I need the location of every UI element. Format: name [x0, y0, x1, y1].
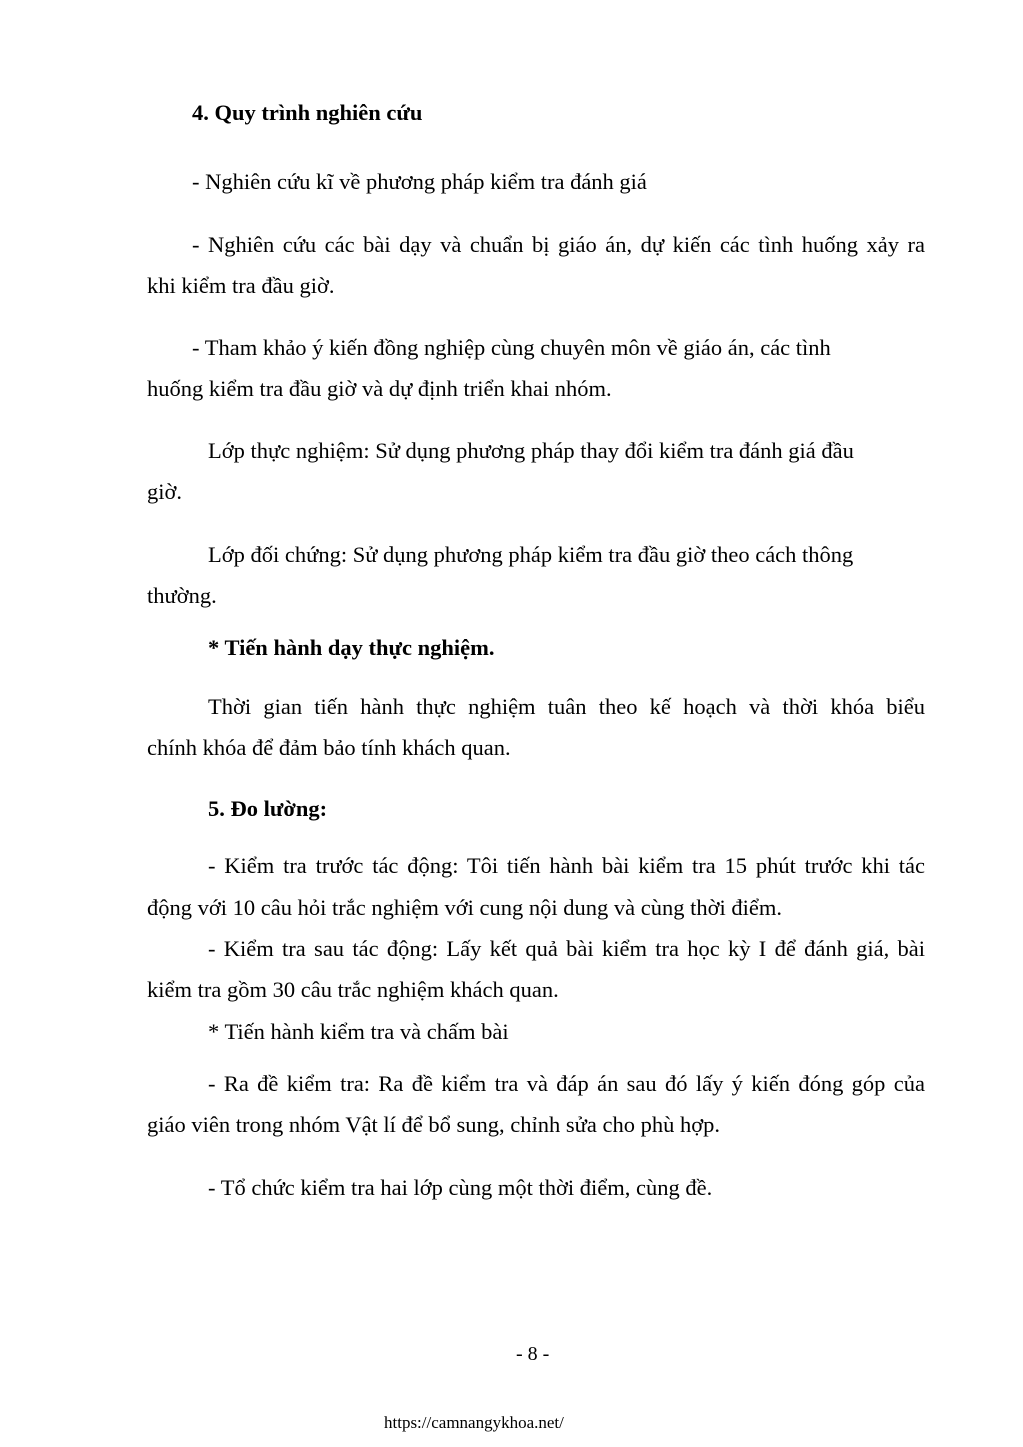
paragraph-10-line-2: giáo viên trong nhóm Vật lí để bổ sung, chỉnh sửa cho phù hợp.	[147, 1112, 720, 1137]
paragraph-5-line-2: thường.	[147, 583, 217, 608]
subheading-teaching-experiment: * Tiến hành dạy thực nghiệm.	[208, 635, 495, 660]
source-url[interactable]: https://camnangykhoa.net/	[384, 1413, 564, 1432]
paragraph-1: - Nghiên cứu kĩ về phương pháp kiểm tra đánh giá	[192, 169, 647, 194]
paragraph-8-line-1: - Kiểm tra sau tác động: Lấy kết quả bài kiểm tra học kỳ I để đánh giá, bài	[208, 936, 925, 961]
paragraph-7-line-1: - Kiểm tra trước tác động: Tôi tiến hành bài kiểm tra 15 phút trước khi tác	[208, 853, 925, 878]
section-heading-5: 5. Đo lường:	[208, 796, 328, 821]
paragraph-4-line-2: giờ.	[147, 479, 183, 504]
paragraph-11: - Tổ chức kiểm tra hai lớp cùng một thời điểm, cùng đề.	[208, 1175, 713, 1200]
paragraph-7-line-2: động với 10 câu hỏi trắc nghiệm với cung nội dung và cùng thời điểm.	[147, 895, 782, 920]
paragraph-10-line-1: - Ra đề kiểm tra: Ra đề kiểm tra và đáp án sau đó lấy ý kiến đóng góp của	[208, 1071, 925, 1096]
paragraph-9: * Tiến hành kiểm tra và chấm bài	[208, 1019, 509, 1044]
paragraph-5-line-1: Lớp đối chứng: Sử dụng phương pháp kiểm tra đầu giờ theo cách thông	[208, 542, 854, 567]
paragraph-3-line-2: huống kiểm tra đầu giờ và dự định triển khai nhóm.	[147, 376, 612, 401]
page-number: - 8 -	[516, 1343, 550, 1365]
paragraph-8-line-2: kiểm tra gồm 30 câu trắc nghiệm khách quan.	[147, 977, 559, 1002]
paragraph-3-line-1: - Tham khảo ý kiến đồng nghiệp cùng chuyên môn về giáo án, các tình	[192, 335, 831, 360]
paragraph-2-line-2: khi kiểm tra đầu giờ.	[147, 273, 335, 298]
paragraph-2-line-1: - Nghiên cứu các bài dạy và chuẩn bị giáo án, dự kiến các tình huống xảy ra	[192, 232, 925, 257]
paragraph-4-line-1: Lớp thực nghiệm: Sử dụng phương pháp thay đổi kiểm tra đánh giá đầu	[208, 438, 854, 463]
paragraph-6-line-2: chính khóa để đảm bảo tính khách quan.	[147, 735, 511, 760]
paragraph-6-line-1: Thời gian tiến hành thực nghiệm tuân theo kế hoạch và thời khóa biểu	[208, 694, 925, 719]
section-heading-4: 4. Quy trình nghiên cứu	[192, 100, 423, 125]
